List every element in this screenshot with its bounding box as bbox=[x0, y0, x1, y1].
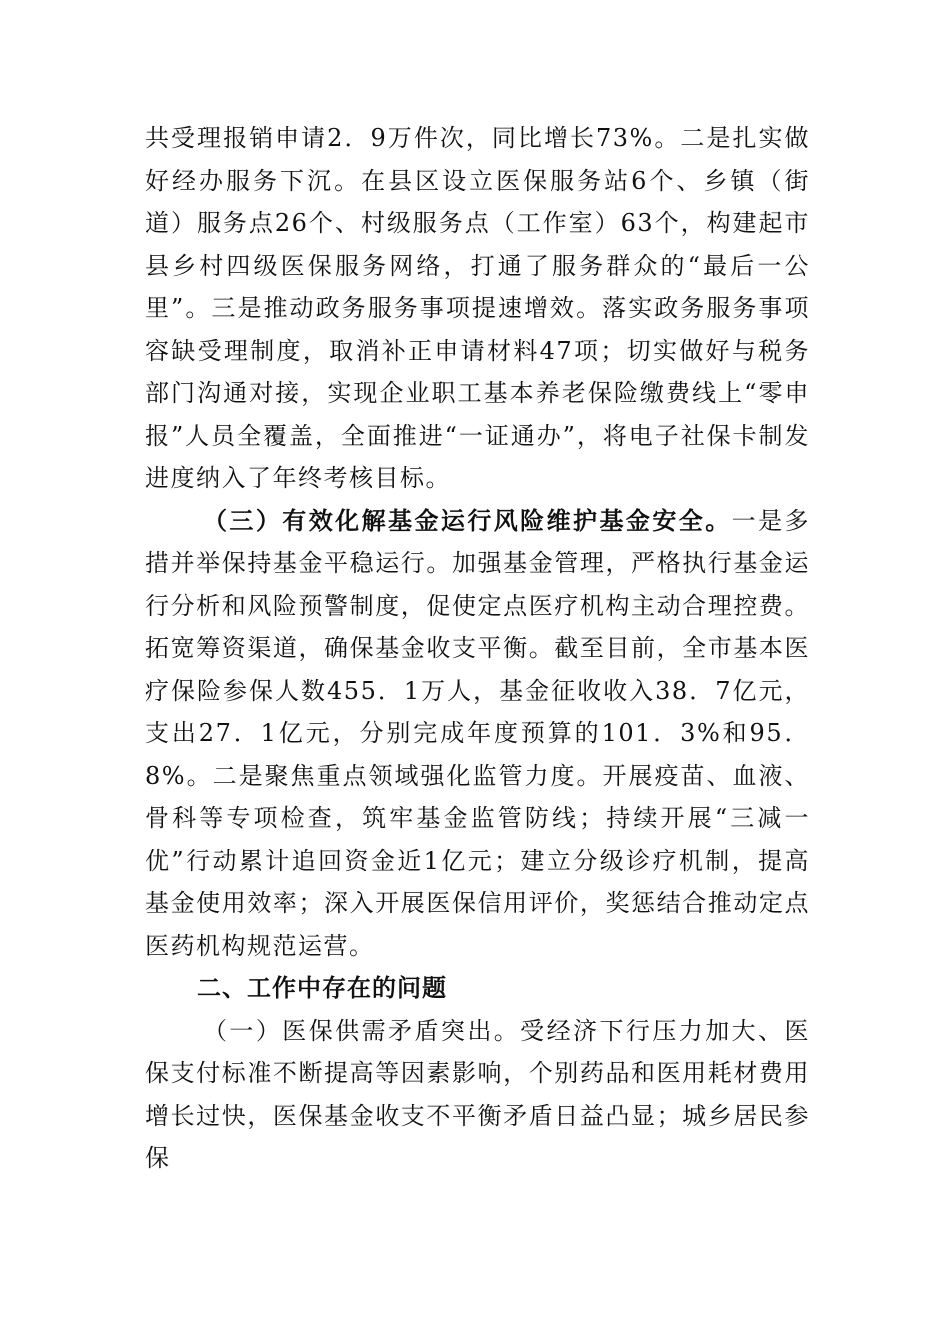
paragraph-supply-demand: （一）医保供需矛盾突出。受经济下行压力加大、医保支付标准不断提高等因素影响，个别药品和医用耗材费用增长过快，医保基金收支不平衡矛盾日益凸显；城乡居民参保 bbox=[145, 1016, 810, 1172]
paragraph-fund-safety-lead: （三）有效化解基金运行风险维护基金安全。 bbox=[203, 505, 732, 535]
document-page bbox=[145, 117, 810, 1180]
paragraph-fund-safety bbox=[145, 500, 810, 968]
paragraph-service-sinking: 共受理报销申请2．9万件次，同比增长73%。二是扎实做好经办服务下沉。在县区设立医保服务站6个、乡镇（街道）服务点26个、村级服务点（工作室）63个，构建起市县乡村四级医保服务网络，打通了服务群众的“最后一公里”。三是推动政务服务事项提速增效。落实政务服务事项容缺受理制度，取消补正申请材料47项；切实做好与税务部门沟通对接，实现企业职工基本养老保险缴费线上“零申报”人员全覆盖，全面推进“一证通办”，将电子社保卡制发进度纳入了年终考核目标。 bbox=[145, 124, 810, 492]
section-heading-problems: 二、工作中存在的问题 bbox=[197, 974, 447, 1002]
paragraph-fund-safety-body: 一是多措并举保持基金平稳运行。加强基金管理，严格执行基金运行分析和风险预警制度，促使定点医疗机构主动合理控费。拓宽筹资渠道，确保基金收支平衡。截至目前，全市基本医疗保险参保人数455．1万人，基金征收收入38．7亿元，支出27．1亿元，分别完成年度预算的101．3%和95．8%。二是聚焦重点领域强化监管力度。开展疫苗、血液、骨科等专项检查，筑牢基金监管防线；持续开展“三减一优”行动累计追回资金近1亿元；建立分级诊疗机制，提高基金使用效率；深入开展医保信用评价，奖惩结合推动定点医药机构规范运营。 bbox=[145, 506, 811, 960]
